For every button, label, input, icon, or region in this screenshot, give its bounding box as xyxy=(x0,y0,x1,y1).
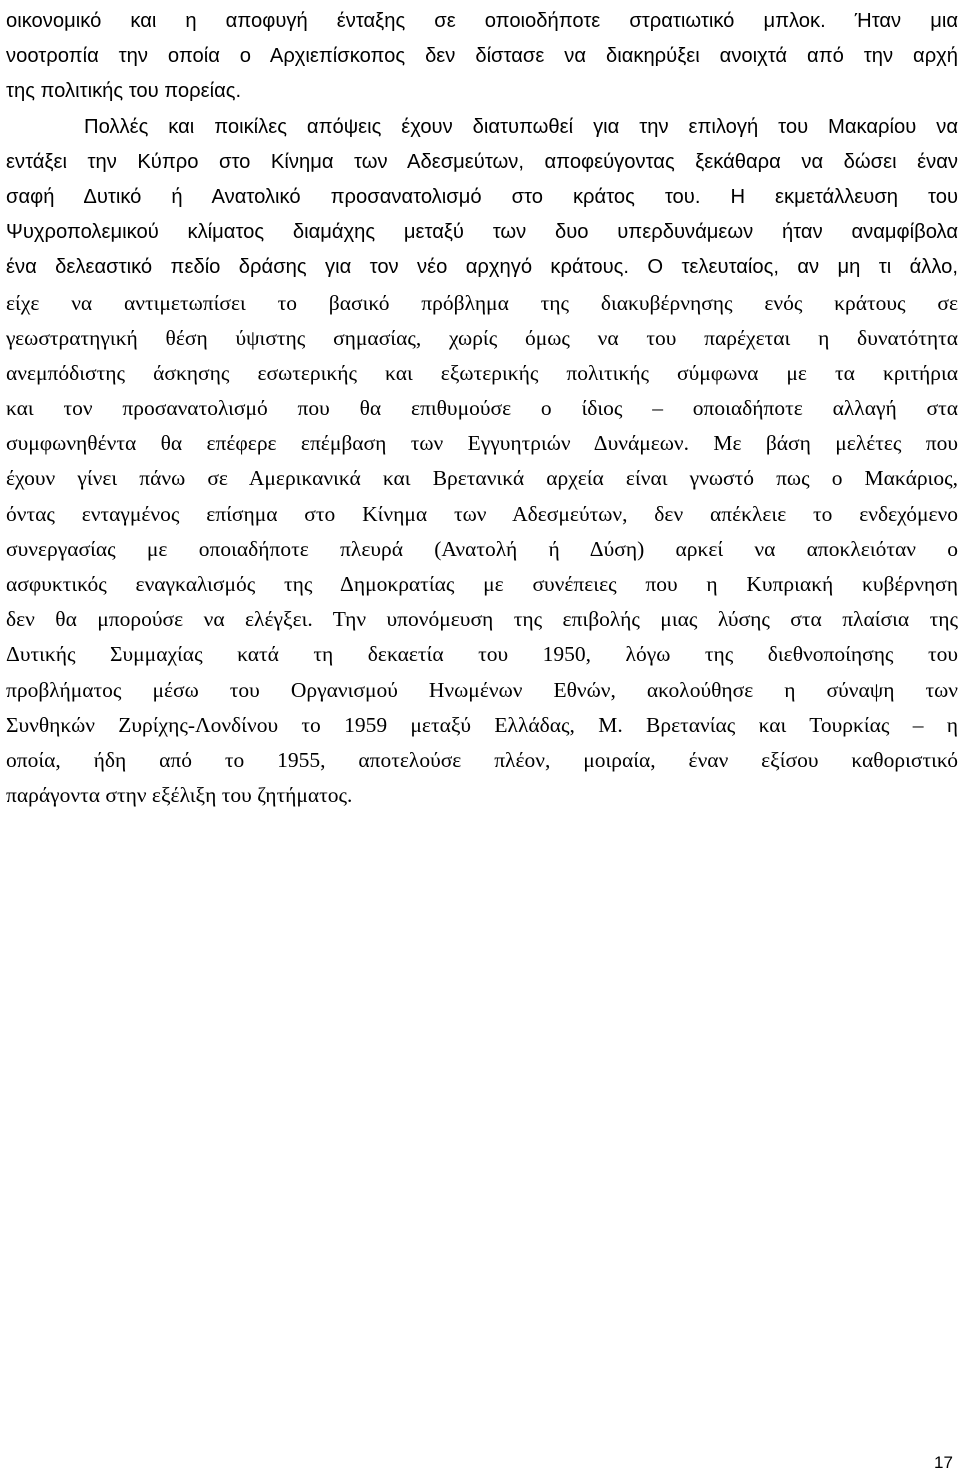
text-line: προβλήματος μέσω του Οργανισμού Ηνωμένων Εθνών, ακολούθησε η σύναψη των xyxy=(6,677,958,702)
text-line: όντας ενταγμένος επίσημα στο Κίνημα των Αδεσμεύτων, δεν απέκλειε το ενδεχόμενο xyxy=(6,501,958,526)
text-line: παράγοντα στην εξέλιξη του ζητήματος. xyxy=(6,783,353,808)
text-line: και τον προσανατολισμό που θα επιθυμούσε ο ίδιος – οποιαδήποτε αλλαγή στα xyxy=(6,396,958,421)
text-line: ένα δελεαστικό πεδίο δράσης για τον νέο αρχηγό κράτους. Ο τελευταίος, αν μη τι άλλο, xyxy=(6,256,958,279)
text-line: νοοτροπία την οποία ο Αρχιεπίσκοπος δεν δίστασε να διακηρύξει ανοιχτά από την αρχή xyxy=(6,45,958,68)
text-line: εντάξει την Κύπρο στο Κίνημα των Αδεσμεύτων, αποφεύγοντας ξεκάθαρα να δώσει έναν xyxy=(6,150,958,173)
page-number: 17 xyxy=(934,1453,953,1472)
text-line: γεωστρατηγική θέση ύψιστης σημασίας, χωρίς όμως να του παρέχεται η δυνατότητα xyxy=(6,325,958,350)
text-line: δεν θα μπορούσε να ελέγξει. Την υπονόμευση της επιβολής μιας λύσης στα πλαίσια της xyxy=(6,607,958,632)
text-line: ασφυκτικός εναγκαλισμός της Δημοκρατίας με συνέπειες που η Κυπριακή κυβέρνηση xyxy=(6,572,958,596)
text-line: Δυτικής Συμμαχίας κατά τη δεκαετία του 1950, λόγω της διεθνοποίησης του xyxy=(6,642,958,667)
text-line: συμφωνηθέντα θα επέφερε επέμβαση των Εγγυητριών Δυνάμεων. Με βάση μελέτες που xyxy=(6,431,958,456)
text-line: οποία, ήδη από το 1955, αποτελούσε πλέον, μοιραία, έναν εξίσου καθοριστικό xyxy=(6,747,958,772)
text-line: Ψυχροπολεμικού κλίματος διαμάχης μεταξύ των δυο υπερδυνάμεων ήταν αναμφίβολα xyxy=(6,221,958,244)
text-line: ανεμπόδιστης άσκησης εσωτερικής και εξωτερικής πολιτικής σύμφωνα με τα κριτήρια xyxy=(6,360,958,385)
text-line: Συνθηκών Ζυρίχης-Λονδίνου το 1959 μεταξύ Ελλάδας, Μ. Βρετανίας και Τουρκίας – η xyxy=(6,712,958,737)
body-text xyxy=(6,4,958,813)
text-line: έχουν γίνει πάνω σε Αμερικανικά και Βρετανικά αρχεία είναι γνωστό πως ο Μακάριος, xyxy=(6,466,958,491)
text-line: σαφή Δυτικό ή Ανατολικό προσανατολισμό στο κράτος του. Η εκμετάλλευση του xyxy=(6,185,958,208)
text-line: συνεργασίας με οποιαδήποτε πλευρά (Ανατολή ή Δύση) αρκεί να αποκλειόταν ο xyxy=(6,536,958,561)
text-line: της πολιτικής του πορείας. xyxy=(6,80,242,103)
text-line: είχε να αντιμετωπίσει το βασικό πρόβλημα της διακυβέρνησης ενός κράτους σε xyxy=(6,290,958,315)
text-line: οικονομικό και η αποφυγή ένταξης σε οποιοδήποτε στρατιωτικό μπλοκ. Ήταν μια xyxy=(6,10,958,32)
text-line: Πολλές και ποικίλες απόψεις έχουν διατυπωθεί για την επιλογή του Μακαρίου να xyxy=(84,115,958,138)
